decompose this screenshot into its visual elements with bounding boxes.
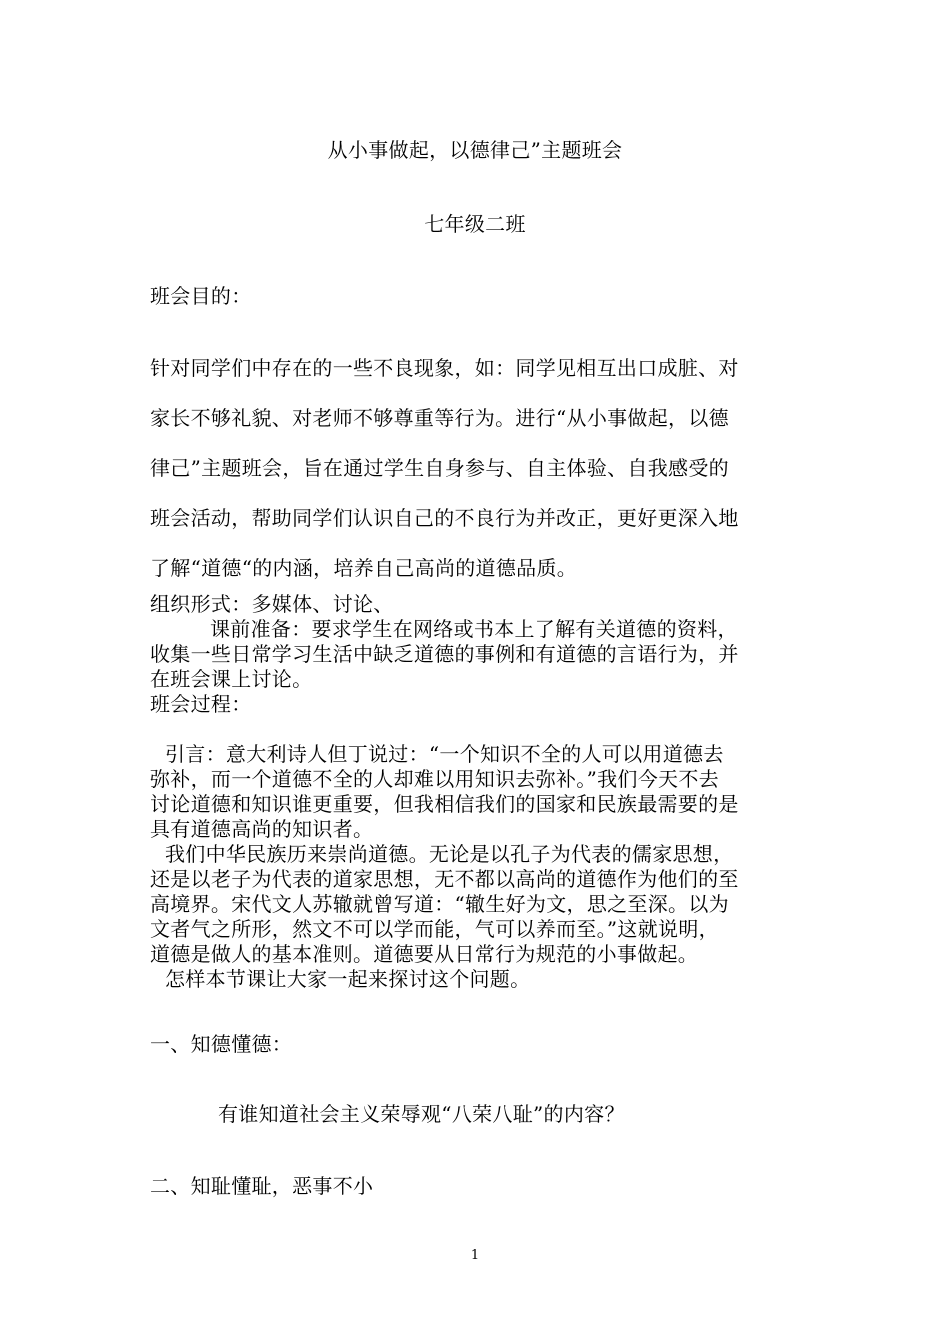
intro-line: 弥补，而一个道德不全的人却难以用知识去弥补。”我们今天不去 <box>150 767 719 791</box>
form-line: 组织形式：多媒体、讨论、 <box>150 592 394 616</box>
intro-line: 我们中华民族历来崇尚道德。无论是以孔子为代表的儒家思想， <box>165 842 734 866</box>
intro-line: 讨论道德和知识谁更重要，但我相信我们的国家和民族最需要的是 <box>150 792 739 816</box>
section1-heading: 一、知德懂德： <box>150 1032 293 1056</box>
purpose-line: 针对同学们中存在的一些不良现象，如：同学见相互出口成脏、对 <box>150 356 739 380</box>
purpose-heading: 班会目的： <box>150 284 252 308</box>
intro-line: 文者气之所形，然文不可以学而能，气可以养而至。”这就说明， <box>150 917 719 941</box>
section1-question: 有谁知道社会主义荣辱观“八荣八耻”的内容？ <box>218 1102 625 1126</box>
intro-line: 高境界。宋代文人苏辙就曾写道：“辙生好为文，思之至深。以为 <box>150 892 729 916</box>
page-number: 1 <box>470 1248 480 1263</box>
intro-line: 道德是做人的基本准则。道德要从日常行为规范的小事做起。 <box>150 942 699 966</box>
section2-heading: 二、知耻懂耻，恶事不小 <box>150 1174 374 1198</box>
class-name: 七年级二班 <box>424 212 526 236</box>
intro-line: 怎样本节课让大家一起来探讨这个问题。 <box>165 967 531 991</box>
purpose-line: 家长不够礼貌、对老师不够尊重等行为。进行“从小事做起，以德 <box>150 406 729 430</box>
purpose-line: 律己”主题班会，旨在通过学生自身参与、自主体验、自我感受的 <box>150 456 729 480</box>
intro-line: 还是以老子为代表的道家思想，无不都以高尚的道德作为他们的至 <box>150 867 739 891</box>
prep-line: 在班会课上讨论。 <box>150 667 313 691</box>
intro-line: 引言：意大利诗人但丁说过：“一个知识不全的人可以用道德去 <box>165 742 724 766</box>
purpose-line: 班会活动，帮助同学们认识自己的不良行为并改正，更好更深入地 <box>150 506 739 530</box>
intro-line: 具有道德高尚的知识者。 <box>150 817 374 841</box>
process-heading: 班会过程： <box>150 692 252 716</box>
prep-line: 课前准备：要求学生在网络或书本上了解有关道德的资料， <box>210 617 738 641</box>
purpose-line: 了解“道德“的内涵，培养自己高尚的道德品质。 <box>150 556 578 580</box>
prep-line: 收集一些日常学习生活中缺乏道德的事例和有道德的言语行为，并 <box>150 642 739 666</box>
document-title: 从小事做起，以德律己”主题班会 <box>327 138 623 162</box>
